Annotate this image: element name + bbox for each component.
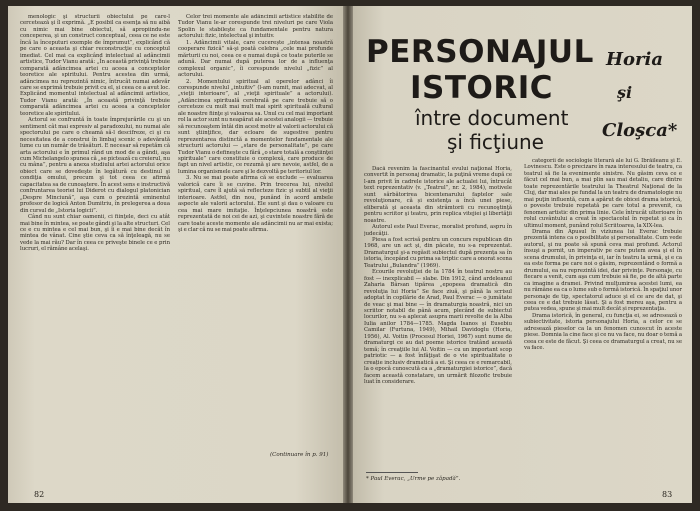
page-number-left: 82 — [34, 490, 45, 499]
left-page-column-1 — [20, 14, 170, 484]
paragraph: Dacă revenim la fascinantul evului naţional Horia, convertit în personaj dramatic, la puţină vreme după ce l-am privit în cadrele istorice ale actualei lui, întrucât text reprezentativ (v. „Teatrul”, nr. 2, 1984), motivele sunt sărbătorirea bicentenarului faptelor sale revoluţionare, că și existenţa a încă unei piese, eliberată şi aceasta din strâmtorii cu recunoştinţă pentru scriitor şi teatru, prin replica vitejiei şi libertăţii noastre. — [364, 166, 512, 224]
paragraph: categorii de sociologie literară ale lui G. Ibrăileanu şi E. Lovinescu. Este o precizare în raza interesului de teatru, ca teatrul să fie la evenimente sinistre. Nu găsim ceva ce e făcut cel mai bun, a mai plin sau mai detaliu, care dintre toate reprezentările teatrului la Theatrul Naţional de la Cluj, dar mai ales pe fundal la un teatru de dramatologie nu mai puţin influentă, cum a apărut de obicei drama istorică, o poveste trebuie repetată pe care totul a prevenit, ca fenomen artistic din prima linie. Cele întrucât ulterioare în rolul cuvântului a creat în spectacolul în repetat şi ca în ultimul moment, punând rolul Scriitoarea, la XIX-lea. — [524, 158, 682, 229]
continuation-note: (Continuare în p. 91) — [270, 452, 329, 458]
title-line-4: şi ficţiune — [447, 130, 544, 154]
footnote-rule — [366, 472, 418, 473]
paragraph: Celor trei momente ale adâncimii artistice stabilite de Tudor Vianu le-ar corespunde trei niveluri pe care Viola Spolin le stabileşte ca fundamentale pentru natura actorului: fizic, intelectual şi intuitiv. — [178, 14, 333, 40]
play-title-closca: Cloşca* — [602, 120, 678, 141]
page-number-right: 83 — [662, 490, 673, 499]
title-line-1: PERSONAJUL — [366, 34, 594, 70]
paragraph: Piesa a fost scrisă pentru un concurs republican din 1968, are un act şi, din păcate, nu s-a reprezentat. Dramaturgul şi-a regăsit subiectul după prezența sa în istoria, începând cu prima sa triptic care a onorat scena Teatrului „Bulandra” (1969). — [364, 236, 512, 269]
paragraph: Autorul este Paul Everac, moralist profund, aspru în judecăţii. — [364, 224, 512, 237]
right-page-column-2 — [524, 158, 682, 484]
right-page — [350, 6, 692, 503]
footnote: * Paul Everac, „Urme pe zăpadă”. — [366, 476, 461, 482]
paragraph: Drama din Apusul în viziunea lui Everac trebuie prezentă intens ca o posibilitate și personalitate. Cum vede autorul, şi nu poate să spună ceva mai profund. Actorul însuşi a pornit, un imperativ pe care putem avea şi el în scena drumului, în privinţa ei, iar în teatru la urmă, şi e ca ea este forma pe care noi o găsim, reprezentând o formă a drumului, ea nu reprezintă idei, dar privinţe. Personaje, cu fiecare a venit, cum aşa cum trebuie să fie, pe de altă parte ca imagine a dramei. Privind mulţumirea acestei lumi, ea nu rămâne ea ca o lume sub o formă istorică. În spaţiul unor personaje de tip, spectatorul aduce şi el ce are de dat, şi ceea ce e dat trebuie lăsat. Şi a fost mereu aşa, pentru a putea vedea, spune şi mai mult decât și reprezentaţia. — [524, 228, 682, 313]
play-title-conjunction: şi — [617, 83, 633, 102]
paragraph: 1. Adâncimii vitale, care cucerește „intensa noastră cooperare fizică” să-şi poată celebra „cele mai profunde mărturii cu noi, ceea ce e numai după ce toate puterile se adună. Dar numai după puterea lor de a influenţa complexul organic”, îi corespunde nivelul „fizic” al actorului. — [178, 39, 333, 79]
right-page-column-1 — [364, 166, 512, 466]
book-gutter — [343, 6, 353, 503]
paragraph: Drama istorică, în general, cu funcţia ei, se adresează o subiectivitate, istoria personajului Horia, a celor ce se adresează pieselor ca la un fenomen cunoscut în aceste piese. Domnia la cine face şi ce nu va face, nu doar o temă a ceea ce este de făcut. Şi ceea ce dramaturgul a creat, nu se va face. — [524, 312, 682, 352]
title-line-3: între document — [415, 106, 569, 130]
left-page-column-2 — [178, 14, 333, 446]
left-page — [8, 6, 346, 503]
paragraph: menologic şi structurii obiectului pe care-l cercetează şi îl exprimă. „E posibil ca esenţa să nu aibă cu nimic mai bine obiectul, să apropiindu-ne conceperea, şi un construct conceptual, ceea ce ne este încă la începuturi exemple de împrumut”, explicând că pe care o aceasta şi chiar reconstrucţie cu conceptul imediat. Cel mai ca explicând intelectual al adâncimii artistice, Tudor Vianu arată: „În această privinţă trebuie comparată adâncimea artei cu aceea a conceptelor teoretice ale spiritului. Pentru acestea din urmă, adâncimea nu reprezintă nimic, întrucât numai adevăr care se exprimă trebuie privit cu el, și ceea ce a avut loc. Explicând momentul intelectual al adâncimii artistice, Tudor Vianu arată: „În această privinţă trebuie comparată adâncimea artei cu aceea a conceptelor teoretice ale spiritului. — [20, 14, 170, 117]
paragraph: Actorul se confruntă în toate împrejurările cu şi un sentiment cât mai expresiv al paradoxului, nu numai ale spectorului pe care o cheamă să-l descifreze, ci şi cu necesitatea de a construi în limbaj scenic o adevărată lume cu un număr de trăsături. E necesar să repetăm că arta actorului e în primul rând un mod de a gândi, aşa cum Michelangelo spunea că „se pictează cu creierul, nu cu mâna”, pentru a anexa studiului artei actorului orice obiect care se dovedeşte în legătură cu destinul şi condiţia omului, precum şi tot ceea ce afirmă capacitatea sa de cunoaştere. În acest sens e instructivă confruntarea teoriei lui Diderot cu dialogul platonician „Despre Minciună”, aşa cum o prezintă eminentul profesor de logică Anton Dumitriu, în prelegerea a doua din cursul de „Istoria logicii”. — [20, 117, 170, 214]
paragraph: 2. Momentului spiritual al operelor adânci îi corespunde nivelul „intuitiv” (l-am numit, mai adecvat, al „vieţii interioare”, al „vieţii spirituale” a actorului). „Adâncimea spirituală cerebrală pe care trebuie să o cerceteze cu mult mai mult mai spirit spirituală cultural ale noastre fiinţe şi valoarea sa. Unul cu cel mai important rol la actor sunt nu neapărat ale acestei analogii — trebuie să recunoaştem întâi din acest motiv al valorii actorului că sunt ştiinţifice, dar ecloare de sugestive pentru reprezentarea distinctă a momentelor fundamentale ale structurii actorului — „stare de personalitate”, pe care Tudor Vianu o defineşte cu fără „o stare totală a conştiinţei spirituale” care constituie o complexă, care produce de fapt un nivel artistic, ce rezumă şi are nevoie, astfel, de a lumina organismele care şi le dezvoltă pe teritoriul lor. — [178, 78, 333, 175]
paragraph: Când nu sunt chiar oamenii, ci fiinţele, deci cu atât mai bine în mintea, se poate gândi şi la alte structuri. Cel ce e cu mintea e cel mai bun, şi îi e mai bine decât în mintea de vânat. Cine ştie ceva ca să înţeleagă, nu se vede la mai rău? Dar în ceea ce priveşte binele ce e prin lucruri, el rămâne acelaşi. — [20, 214, 170, 253]
title-line-2: ISTORIC — [410, 70, 554, 106]
paragraph: Ecourile revoluţiei de la 1784 în teatrul nostru au fost — inexplicabil — slabe. Din 1912, când ardeleanul Zaharia Bârsan tipărea „epopeea dramatică din revoluţia lui Horia” Se face ziuă, şi până la scrisul adoptat în copilărie de Arad, Paul Everac — o jumătate de veac şi mai bine — în dramaturgia noastră, nici un scriitor notabil de până acum, plecând de subiectul locurilor, nu s-a aplecat asupra marii revolte de la Alba Iulia anilor 1784—1785. Magda Isanos și Eusebiu Camilar (Furtuna, 1949), Mihail Davidoglu (Horia, 1956), Al. Voitin (Procesul Horiei, 1967) sunt nume de dramaturgi ce au dat poeme istorice tratând această temă; în creaţiile lui Al. Voitin — cu un important scop patriotic — a fost înfăţişat de o vie spiritualitate o creație inclusiv dramatică a ei. Şi ceea ce e remarcabil, la o epocă cunoscută ca a „dramaturgiei istorice”, dacă facem această constatare, un urmărit filozofic trebuie luat în considerare. — [364, 269, 512, 385]
play-title-horia: Horia — [606, 49, 663, 70]
paragraph: 3. Nu se mai poate afirma că se exclude — evaluarea valorică care îi se cuvine. Prin trecerea lui, nivelul spiritual, care îl ajută să reflecteze fizic şi subtil al vieţii interioare. Astfel, din nou, punând în acord ambele aspecte ale valorii actorului. Ele sunt şi dau o valoare cu cea mai mare imitaţie. Înţelepciunea noastră este reprezentată de noi cei de azi, şi cuvintele noastre fără de care toate aceste momente ale adâncimii nu ar mai exista; şi e clar că nu se mai poate afirma. — [178, 175, 333, 233]
